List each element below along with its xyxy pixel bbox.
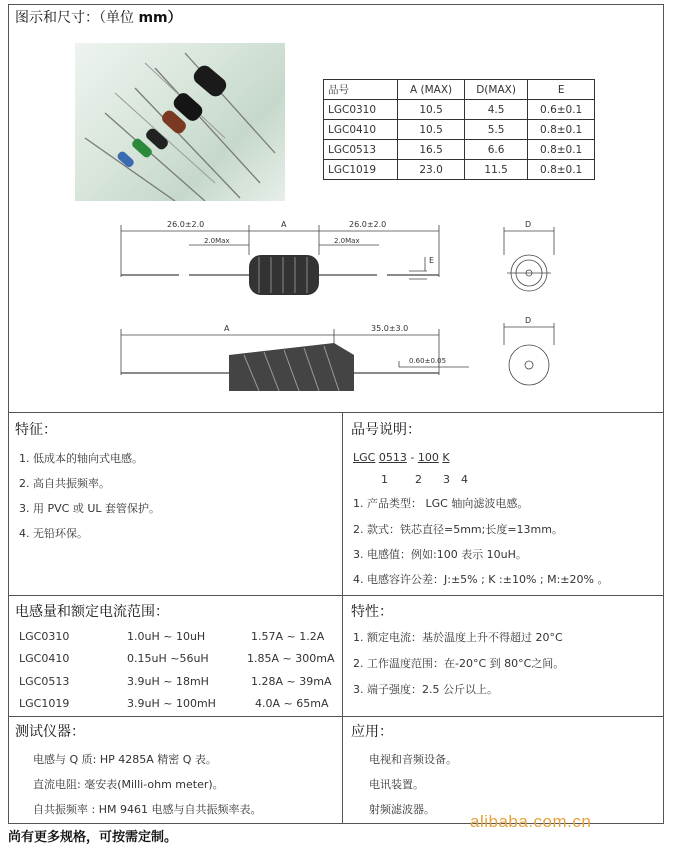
product-photo — [75, 43, 285, 201]
table-row — [324, 160, 595, 180]
spec-cell: 4.5 — [464, 100, 527, 120]
dim-a-top: A — [281, 220, 287, 229]
table-row — [324, 140, 595, 160]
range-inductance: 1.0uH ~ 10uH — [127, 630, 206, 643]
divider — [342, 412, 343, 823]
range-inductance: 3.9uH ~ 18mH — [127, 675, 209, 688]
applications-title: 应用： — [351, 724, 393, 740]
footer-note: 尚有更多规格，可按需定制。 — [8, 830, 178, 845]
applications-item: 射频滤波器。 — [369, 803, 435, 816]
features-item: 1. 低成本的轴向式电感。 — [19, 452, 143, 465]
spec-cell: LGC0310 — [324, 100, 398, 120]
features-title: 特征： — [15, 422, 57, 438]
spec-cell: 0.8±0.1 — [528, 140, 595, 160]
spec-cell: LGC1019 — [324, 160, 398, 180]
dim-a-bottom: A — [224, 324, 230, 333]
code-type: LGC — [353, 451, 376, 464]
divider — [9, 412, 663, 413]
dim-wire-diameter: 0.60±0.05 — [409, 357, 447, 365]
features-item: 2. 高自共振频率。 — [19, 477, 110, 490]
part-number-title: 品号说明： — [351, 422, 421, 438]
range-current: 1.57A ~ 1.2A — [251, 630, 325, 643]
part-number-index-2: 2 — [415, 473, 422, 486]
page-title: 图示和尺寸：（单位 mm） — [15, 10, 182, 26]
table-row — [324, 100, 595, 120]
datasheet — [8, 4, 664, 824]
spec-cell: 10.5 — [398, 100, 465, 120]
spec-cell: 6.6 — [464, 140, 527, 160]
instruments-item: 电感与 Q 质: HP 4285A 精密 Q 表。 — [33, 753, 217, 766]
part-number-item: 1. 产品类型： LGC 轴向滤波电感。 — [353, 497, 529, 510]
range-inductance: 3.9uH ~ 100mH — [127, 697, 216, 710]
instruments-item: 自共振频率 : HM 9461 电感与自共振频率表。 — [33, 803, 262, 816]
spec-cell: 5.5 — [464, 120, 527, 140]
applications-item: 电讯装置。 — [369, 778, 424, 791]
range-part: LGC0310 — [19, 630, 70, 643]
instruments-item: 直流电阻: 毫安表(Milli-ohm meter)。 — [33, 778, 224, 791]
part-number-index-3: 3 — [443, 473, 450, 486]
spec-cell: 23.0 — [398, 160, 465, 180]
instruments-title: 测试仪器： — [15, 724, 85, 740]
features-item: 4. 无铅环保。 — [19, 527, 88, 540]
dim-d-top: D — [525, 220, 532, 229]
code-value: 100 — [417, 451, 439, 464]
dimension-drawing — [109, 215, 569, 395]
spec-header: D(MAX) — [464, 80, 527, 100]
spec-cell: 0.8±0.1 — [528, 160, 595, 180]
code-tolerance: K — [442, 451, 450, 464]
dim-right-length: 26.0±2.0 — [349, 220, 387, 229]
spec-cell: 11.5 — [464, 160, 527, 180]
code-dash: - — [410, 451, 415, 464]
part-number-code — [353, 451, 450, 465]
spec-cell: 10.5 — [398, 120, 465, 140]
divider — [9, 716, 663, 717]
range-part: LGC0410 — [19, 652, 70, 665]
part-number-index-1: 1 — [381, 473, 388, 486]
range-part: LGC1019 — [19, 697, 70, 710]
characteristics-item: 1. 额定电流：基於温度上升不得超过 20°C — [353, 631, 563, 644]
part-number-item: 2. 款式：铁芯直径=5mm;长度=13mm。 — [353, 523, 563, 536]
characteristics-item: 3. 端子强度：2.5 公斤以上。 — [353, 683, 498, 696]
dim-right-max: 2.0Max — [334, 237, 360, 245]
range-part: LGC0513 — [19, 675, 70, 688]
range-inductance: 0.15uH ~56uH — [127, 652, 209, 665]
applications-item: 电视和音频设备。 — [369, 753, 457, 766]
code-style: 0513 — [378, 451, 407, 464]
characteristics-title: 特性： — [351, 604, 393, 620]
spec-header: A (MAX) — [398, 80, 465, 100]
spec-cell: 16.5 — [398, 140, 465, 160]
table-row — [324, 120, 595, 140]
range-current: 1.85A ~ 300mA — [247, 652, 335, 665]
spec-cell: LGC0513 — [324, 140, 398, 160]
dim-bottom-length: 35.0±3.0 — [371, 324, 409, 333]
features-item: 3. 用 PVC 或 UL 套管保护。 — [19, 502, 160, 515]
watermark: alibaba.com.cn — [470, 812, 592, 831]
dim-left-length: 26.0±2.0 — [167, 220, 205, 229]
spec-cell: LGC0410 — [324, 120, 398, 140]
spec-cell: 0.8±0.1 — [528, 120, 595, 140]
part-number-item: 4. 电感容许公差：J:±5% ; K :±10% ; M:±20% 。 — [353, 573, 609, 586]
dim-left-max: 2.0Max — [204, 237, 230, 245]
spec-cell: 0.6±0.1 — [528, 100, 595, 120]
divider — [9, 595, 663, 596]
dim-e: E — [429, 256, 435, 265]
spec-header-row — [324, 80, 595, 100]
spec-header: E — [528, 80, 595, 100]
part-number-index-4: 4 — [461, 473, 468, 486]
part-number-item: 3. 电感值：例如:100 表示 10uH。 — [353, 548, 527, 561]
characteristics-item: 2. 工作温度范围：在-20°C 到 80°C之间。 — [353, 657, 565, 670]
range-title: 电感量和额定电流范围： — [15, 604, 169, 620]
spec-table — [323, 79, 595, 180]
range-current: 1.28A ~ 39mA — [251, 675, 332, 688]
spec-header: 品号 — [324, 80, 398, 100]
dim-d-bottom: D — [525, 316, 532, 325]
range-current: 4.0A ~ 65mA — [255, 697, 329, 710]
